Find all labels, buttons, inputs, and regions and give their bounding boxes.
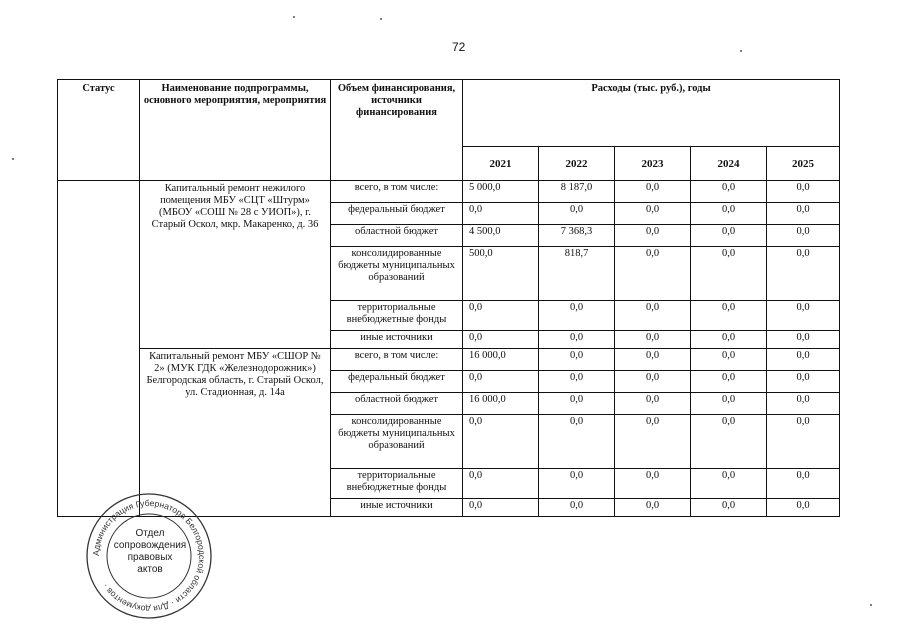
funding-source: территориальные внебюджетные фонды — [331, 301, 463, 331]
expense-value: 0,0 — [767, 371, 840, 393]
expense-value: 0,0 — [767, 247, 840, 301]
stamp-line: актов — [137, 564, 163, 575]
expense-value: 0,0 — [691, 393, 767, 415]
expense-value: 0,0 — [615, 349, 691, 371]
expense-value: 0,0 — [767, 301, 840, 331]
expense-value: 0,0 — [767, 499, 840, 517]
header-name: Наименование подпрограммы, основного мероприятия, мероприятия — [140, 80, 331, 181]
expense-value: 0,0 — [615, 301, 691, 331]
expense-value: 0,0 — [463, 301, 539, 331]
expense-value: 0,0 — [463, 203, 539, 225]
stamp-ring-text: Администрация Губернатора Белгородской области · Для документов · — [90, 497, 208, 615]
table-row — [58, 181, 840, 203]
expense-value: 0,0 — [539, 331, 615, 349]
expense-value: 0,0 — [463, 371, 539, 393]
expense-value: 0,0 — [691, 349, 767, 371]
funding-source: иные источники — [331, 331, 463, 349]
expense-value: 4 500,0 — [463, 225, 539, 247]
status-cell — [58, 181, 140, 517]
expense-value: 7 368,3 — [539, 225, 615, 247]
header-year: 2023 — [615, 147, 691, 181]
expense-value: 0,0 — [691, 247, 767, 301]
funding-source: федеральный бюджет — [331, 371, 463, 393]
scan-speck — [12, 158, 14, 160]
expense-value: 0,0 — [539, 469, 615, 499]
header-year: 2021 — [463, 147, 539, 181]
scan-speck — [293, 16, 295, 18]
stamp-line: сопровождения — [113, 540, 187, 551]
expense-value: 0,0 — [615, 415, 691, 469]
expense-value: 0,0 — [539, 393, 615, 415]
expense-value: 0,0 — [463, 469, 539, 499]
header-expenses: Расходы (тыс. руб.), годы — [463, 80, 840, 147]
expense-value: 8 187,0 — [539, 181, 615, 203]
expense-value: 0,0 — [615, 499, 691, 517]
expense-value: 0,0 — [539, 301, 615, 331]
expense-value: 0,0 — [615, 181, 691, 203]
financing-table — [57, 79, 840, 517]
expense-value: 0,0 — [767, 393, 840, 415]
expense-value: 0,0 — [615, 225, 691, 247]
expense-value: 5 000,0 — [463, 181, 539, 203]
expense-value: 0,0 — [767, 415, 840, 469]
funding-source: консолидированные бюджеты муниципальных образований — [331, 247, 463, 301]
funding-source: федеральный бюджет — [331, 203, 463, 225]
measure-name: Капитальный ремонт нежилого помещения МБУ «СЦТ «Штурм» (МБОУ «СОШ № 28 с УИОП»), г. Старый Оскол, мкр. Макаренко, д. 36 — [140, 181, 331, 349]
expense-value: 0,0 — [767, 225, 840, 247]
expense-value: 0,0 — [691, 331, 767, 349]
expense-value: 16 000,0 — [463, 393, 539, 415]
expense-value: 0,0 — [691, 371, 767, 393]
expense-value: 0,0 — [767, 349, 840, 371]
expense-value: 0,0 — [615, 331, 691, 349]
expense-value: 0,0 — [539, 371, 615, 393]
stamp-line: правовых — [127, 552, 173, 563]
expense-value: 0,0 — [615, 203, 691, 225]
scan-speck — [870, 604, 872, 606]
funding-source: территориальные внебюджетные фонды — [331, 469, 463, 499]
expense-value: 0,0 — [691, 415, 767, 469]
expense-value: 0,0 — [539, 349, 615, 371]
expense-value: 0,0 — [691, 181, 767, 203]
expense-value: 0,0 — [691, 301, 767, 331]
funding-source: иные источники — [331, 499, 463, 517]
header-status: Статус — [58, 80, 140, 181]
header-year: 2025 — [767, 147, 840, 181]
expense-value: 0,0 — [691, 499, 767, 517]
expense-value: 0,0 — [463, 415, 539, 469]
funding-source: областной бюджет — [331, 393, 463, 415]
table-row — [58, 349, 840, 371]
stamp-center-text — [100, 528, 200, 576]
header-volume: Объем финансирования, источники финансирования — [331, 80, 463, 181]
expense-value: 0,0 — [767, 181, 840, 203]
expense-value: 0,0 — [691, 203, 767, 225]
expense-value: 0,0 — [767, 203, 840, 225]
expense-value: 0,0 — [463, 499, 539, 517]
funding-source: консолидированные бюджеты муниципальных образований — [331, 415, 463, 469]
expense-value: 0,0 — [767, 469, 840, 499]
expense-value: 0,0 — [691, 469, 767, 499]
expense-value: 16 000,0 — [463, 349, 539, 371]
expense-value: 0,0 — [539, 203, 615, 225]
page-number: 72 — [452, 40, 466, 54]
expense-value: 818,7 — [539, 247, 615, 301]
scan-speck — [740, 50, 742, 52]
expense-value: 0,0 — [767, 331, 840, 349]
header-year: 2022 — [539, 147, 615, 181]
expense-value: 0,0 — [615, 247, 691, 301]
header-year: 2024 — [691, 147, 767, 181]
expense-value: 0,0 — [539, 415, 615, 469]
funding-source: всего, в том числе: — [331, 181, 463, 203]
expense-value: 0,0 — [691, 225, 767, 247]
expense-value: 0,0 — [615, 469, 691, 499]
expense-value: 0,0 — [615, 371, 691, 393]
funding-source: всего, в том числе: — [331, 349, 463, 371]
expense-value: 0,0 — [615, 393, 691, 415]
scan-speck — [380, 18, 382, 20]
expense-value: 0,0 — [463, 331, 539, 349]
expense-value: 500,0 — [463, 247, 539, 301]
expense-value: 0,0 — [539, 499, 615, 517]
funding-source: областной бюджет — [331, 225, 463, 247]
measure-name: Капитальный ремонт МБУ «СШОР № 2» (МУК ГДК «Железнодорожник») Белгородская область, г. Старый Оскол, ул. Стадионная, д. 14а — [140, 349, 331, 517]
stamp-line: Отдел — [135, 528, 165, 539]
